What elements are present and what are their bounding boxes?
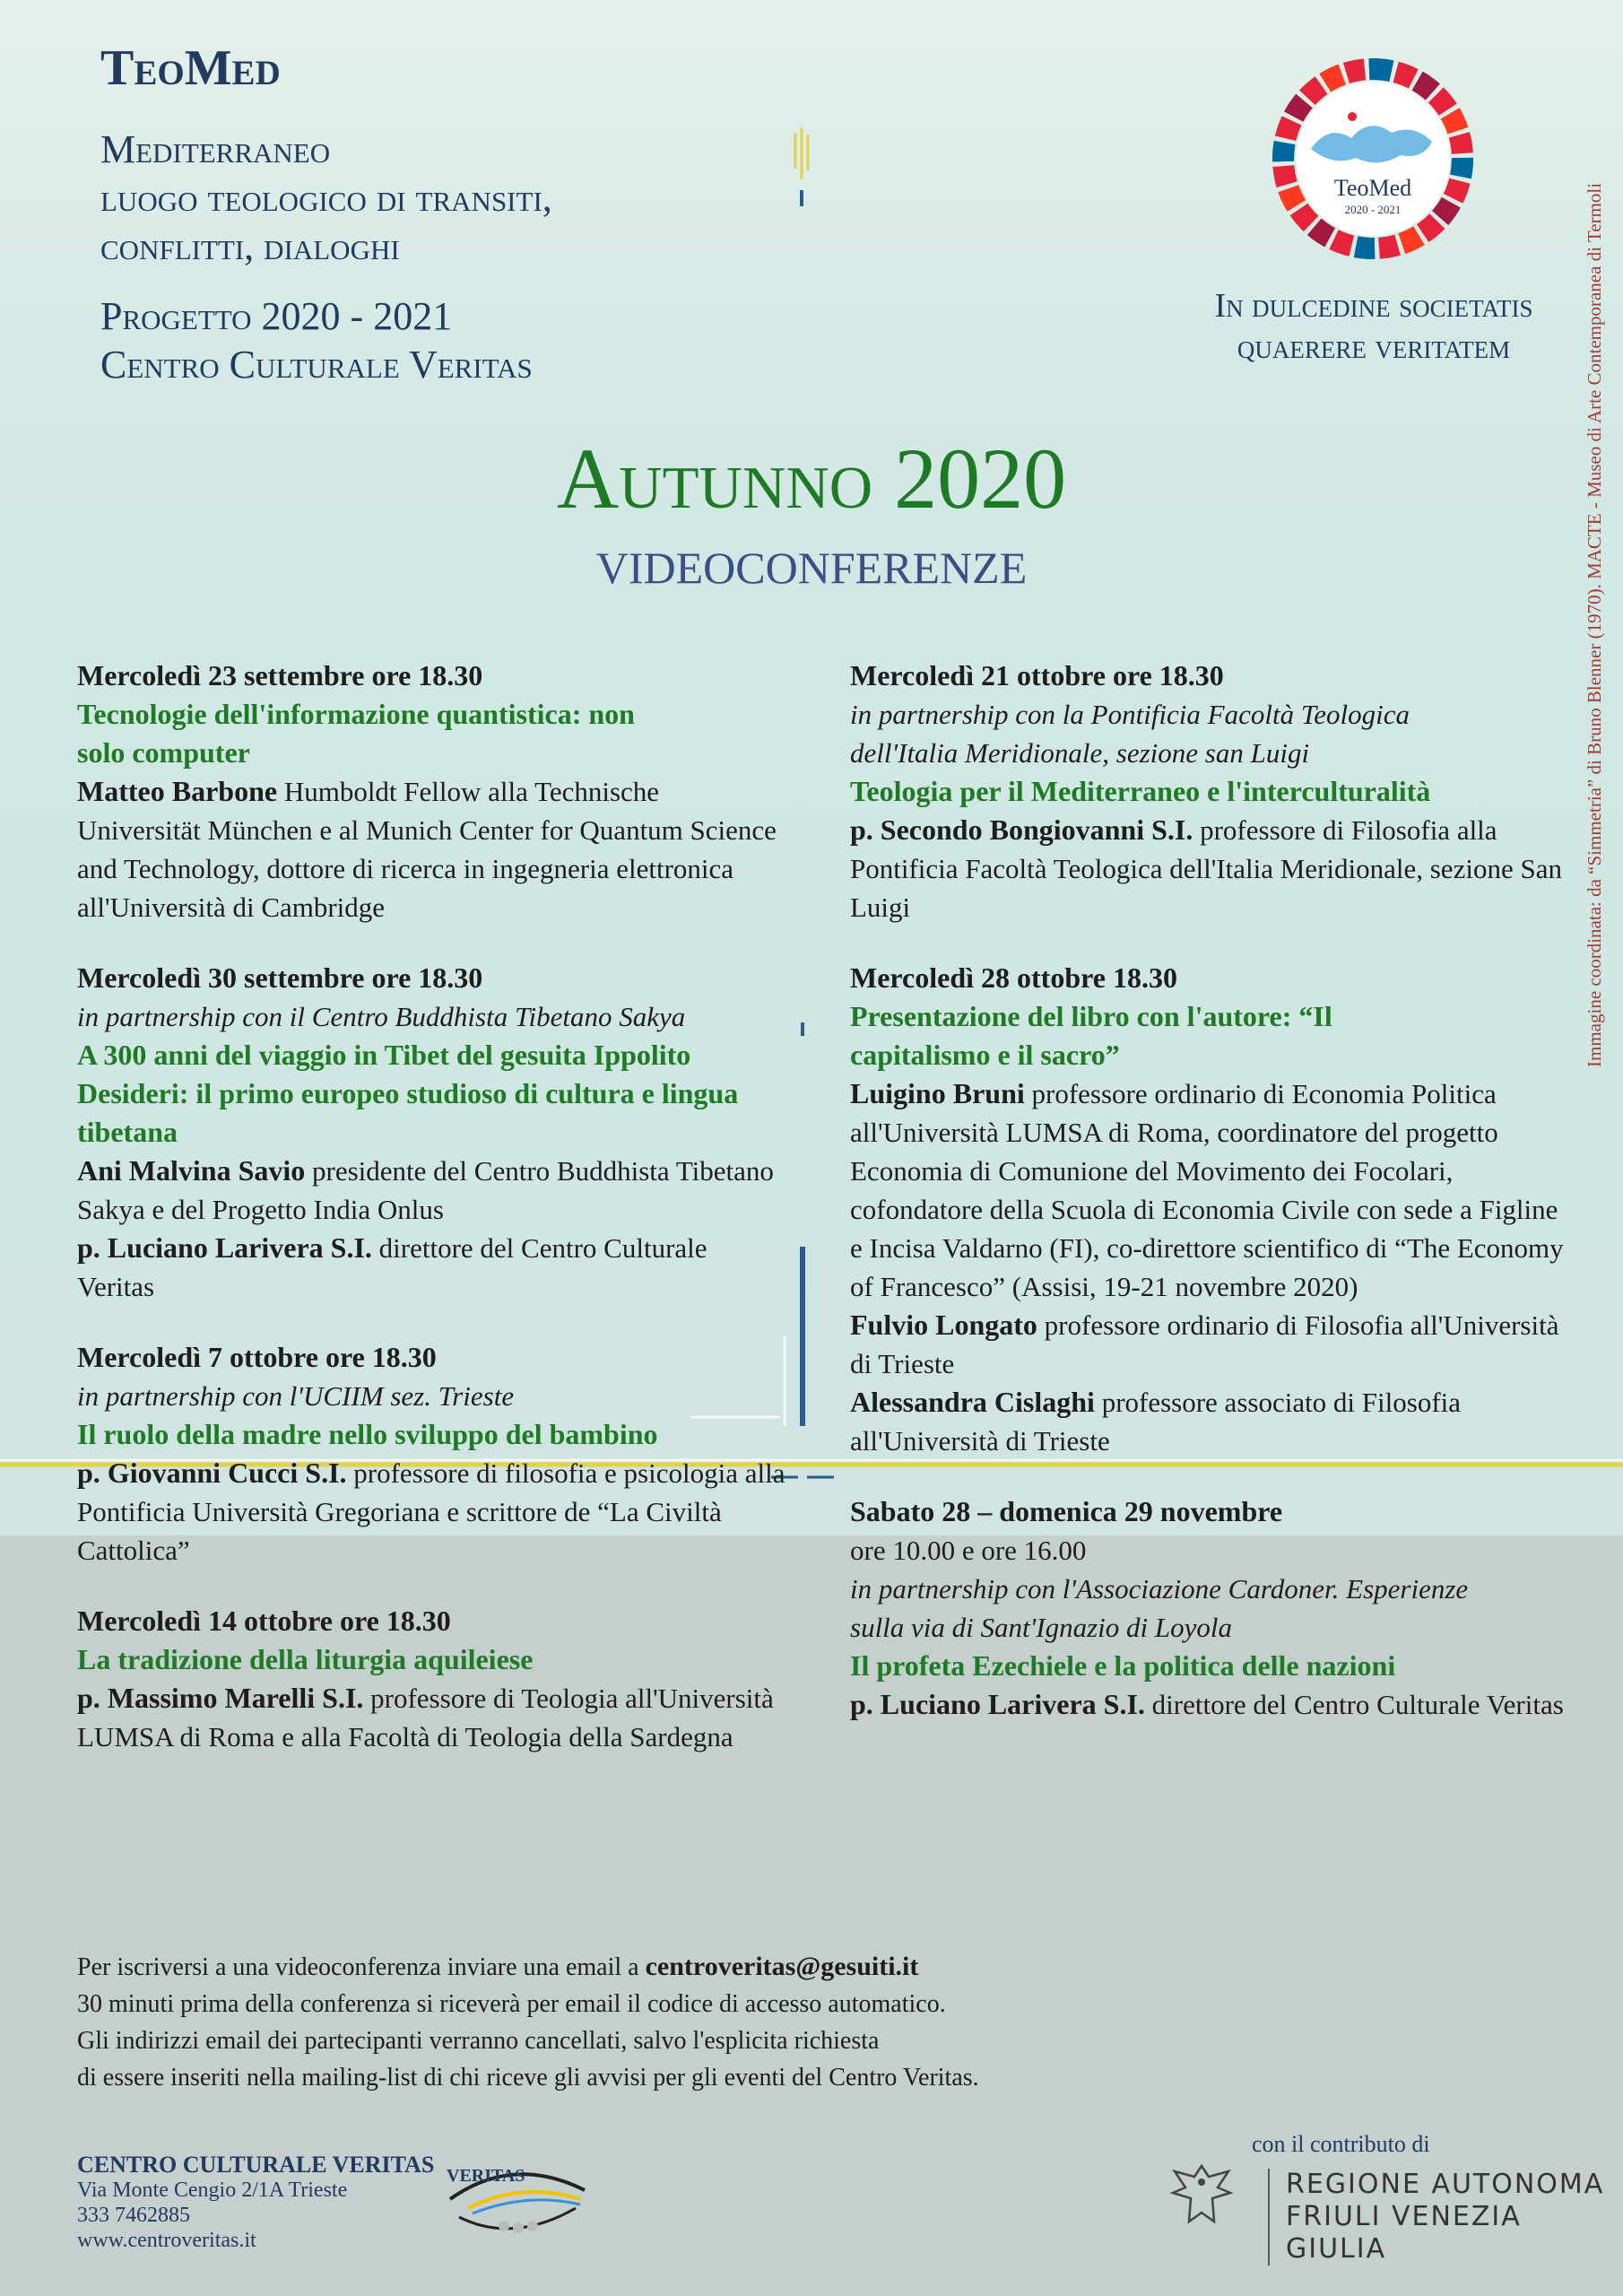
logo-text: TeoMed bbox=[1333, 175, 1412, 201]
veritas-logo bbox=[441, 2145, 595, 2246]
subtitle-line: conflitti, dialoghi bbox=[100, 224, 400, 268]
event bbox=[77, 959, 785, 1306]
speaker-desc: presidente del Centro Buddhista Tibetano Sakya e del Progetto India Onlus bbox=[77, 1155, 774, 1225]
event-speaker bbox=[77, 772, 785, 926]
image-credit: Immagine coordinata: da “Simmetria” di Bruno Blenner (1970). MACTE - Museo di Arte Contemporanea di Termoli bbox=[1584, 182, 1605, 1067]
speaker-name: Matteo Barbone bbox=[77, 775, 278, 807]
event-speaker bbox=[850, 1306, 1567, 1383]
region-line: REGIONE AUTONOMA bbox=[1286, 2169, 1605, 2200]
event bbox=[77, 1338, 785, 1570]
speaker-name: p. Luciano Larivera S.I. bbox=[77, 1231, 372, 1264]
registration-info bbox=[77, 1948, 979, 2096]
logo-years: 2020 - 2021 bbox=[1344, 203, 1402, 216]
speaker-name: p. Luciano Larivera S.I. bbox=[850, 1688, 1145, 1720]
registration-line bbox=[77, 1948, 979, 1986]
event-title: Il ruolo della madre nello sviluppo del bambino bbox=[77, 1418, 658, 1450]
event-date: Mercoledì 21 ottobre ore 18.30 bbox=[850, 659, 1224, 691]
teomed-logo bbox=[1266, 52, 1480, 265]
speaker-desc: direttore del Centro Culturale Veritas bbox=[1144, 1689, 1564, 1720]
event-title: La tradizione della liturgia aquileiese bbox=[77, 1643, 534, 1675]
region-line: FRIULI VENEZIA GIULIA bbox=[1286, 2201, 1522, 2265]
event-speaker bbox=[850, 811, 1567, 926]
project-line: Centro Culturale Veritas bbox=[100, 343, 533, 387]
registration-line: di essere inseriti nella mailing-list di chi riceve gli avvisi per gli eventi del Centro Veritas. bbox=[77, 2064, 979, 2092]
event-partnership: in partnership con la Pontificia Facoltà Teologica dell'Italia Meridionale, sezione san Luigi bbox=[850, 699, 1410, 769]
speaker-name: Fulvio Longato bbox=[850, 1309, 1037, 1341]
event-speaker bbox=[850, 1383, 1567, 1460]
event-title: Presentazione del libro con l'autore: “Il capitalismo e il sacro” bbox=[850, 1000, 1332, 1071]
speaker-desc: professore ordinario di Economia Politica all'Università LUMSA di Roma, coordinatore del progetto Economia di Comunione del Movimento dei Focolari, cofondatore della Scuola di Economia Civile con sede a Figline e Incisa Valdarno (FI), co-direttore scientifico di “The Economy of Francesco” (Assisi, 19-21 novembre 2020) bbox=[850, 1078, 1564, 1302]
subtitle-line: luogo teologico di transiti, bbox=[100, 176, 552, 220]
speaker-desc: Humboldt Fellow alla Technische Universität München e al Munich Center for Quantum Science and Technology, dottore di ricerca in ingegneria elettronica all'Università di Cambridge bbox=[77, 776, 777, 923]
speaker-desc: professore di filosofia e psicologia alla Pontificia Università Gregoriana e scrittore de “La Civiltà Cattolica” bbox=[77, 1457, 785, 1566]
org-address: Via Monte Cengio 2/1A Trieste bbox=[77, 2179, 348, 2202]
event-speaker bbox=[77, 1229, 785, 1306]
speaker-desc: professore ordinario di Filosofia all'Università di Trieste bbox=[850, 1309, 1559, 1379]
event-title: Il profeta Ezechiele e la politica delle nazioni bbox=[850, 1649, 1396, 1682]
registration-text: Per iscriversi a una videoconferenza inviare una email a bbox=[77, 1953, 646, 1981]
event bbox=[850, 657, 1567, 926]
events-left-column bbox=[77, 657, 785, 1788]
speaker-name: Ani Malvina Savio bbox=[77, 1154, 306, 1187]
event-partnership: in partnership con l'UCIIM sez. Trieste bbox=[77, 1380, 515, 1412]
event-title: Teologia per il Mediterraneo e l'interculturalità bbox=[850, 775, 1431, 807]
event-date: Mercoledì 7 ottobre ore 18.30 bbox=[77, 1341, 437, 1373]
eagle-icon bbox=[1166, 2157, 1237, 2231]
project-subtitle bbox=[100, 126, 552, 271]
veritas-logo-text: VERITAS bbox=[447, 2166, 525, 2186]
org-phone: 333 7462885 bbox=[77, 2204, 190, 2227]
event bbox=[77, 1602, 785, 1756]
speaker-desc: professore di Teologia all'Università LUMSA di Roma e alla Facoltà di Teologia della Sardegna bbox=[77, 1683, 774, 1752]
speaker-name: p. Massimo Marelli S.I. bbox=[77, 1682, 364, 1714]
email-link[interactable]: centroveritas@gesuiti.it bbox=[645, 1952, 919, 1981]
org-name: CENTRO CULTURALE VERITAS bbox=[77, 2152, 435, 2178]
speaker-name: p. Secondo Bongiovanni S.I. bbox=[850, 813, 1193, 846]
brand-title: TeoMed bbox=[100, 40, 281, 96]
sponsor-label: con il contributo di bbox=[1252, 2131, 1430, 2157]
event-speaker bbox=[77, 1152, 785, 1229]
event-partnership: in partnership con l'Associazione Cardoner. Esperienze sulla via di Sant'Ignazio di Loyola bbox=[850, 1573, 1469, 1643]
subtitle-line: Mediterraneo bbox=[100, 127, 331, 171]
event bbox=[850, 959, 1567, 1460]
speaker-name: Luigino Bruni bbox=[850, 1077, 1025, 1109]
speaker-desc: professore associato di Filosofia all'Università di Trieste bbox=[850, 1387, 1462, 1457]
motto-line: quaerere veritatem bbox=[1237, 328, 1511, 366]
season-title: Autunno 2020 bbox=[556, 430, 1067, 526]
speaker-desc: direttore del Centro Culturale Veritas bbox=[77, 1232, 707, 1302]
project-info bbox=[100, 292, 533, 389]
event-date: Mercoledì 23 settembre ore 18.30 bbox=[77, 659, 483, 691]
sponsor-region bbox=[1268, 2169, 1623, 2266]
event-speaker bbox=[850, 1074, 1567, 1306]
speaker-name: Alessandra Cislaghi bbox=[850, 1386, 1095, 1418]
event-date: Sabato 28 – domenica 29 novembre bbox=[850, 1495, 1283, 1527]
organization-contact bbox=[77, 2152, 434, 2253]
registration-line: 30 minuti prima della conferenza si riceverà per email il codice di accesso automatico. bbox=[77, 1990, 946, 2018]
registration-line: Gli indirizzi email dei partecipanti verranno cancellati, salvo l'esplicita richiesta bbox=[77, 2027, 880, 2055]
event-speaker bbox=[77, 1679, 785, 1756]
speaker-name: p. Giovanni Cucci S.I. bbox=[77, 1457, 347, 1489]
event-title: Tecnologie dell'informazione quantistica: non solo computer bbox=[77, 698, 635, 769]
motto-line: In dulcedine societatis bbox=[1214, 287, 1533, 325]
event-speaker bbox=[850, 1685, 1567, 1724]
event-date: Mercoledì 14 ottobre ore 18.30 bbox=[77, 1605, 451, 1637]
events-right-column bbox=[850, 657, 1567, 1756]
event-speaker bbox=[77, 1454, 785, 1570]
event bbox=[77, 657, 785, 926]
event-partnership: in partnership con il Centro Buddhista Tibetano Sakya bbox=[77, 1001, 686, 1032]
project-line: Progetto 2020 - 2021 bbox=[100, 294, 453, 338]
motto bbox=[1132, 285, 1616, 368]
format-subtitle: VIDEOCONFERENZE bbox=[595, 543, 1028, 593]
event-date: Mercoledì 28 ottobre 18.30 bbox=[850, 961, 1177, 994]
event bbox=[850, 1492, 1567, 1724]
org-website[interactable]: www.centroveritas.it bbox=[77, 2229, 256, 2252]
event-title: A 300 anni del viaggio in Tibet del gesuita Ippolito Desideri: il primo europeo studioso di cultura e lingua tibetana bbox=[77, 1039, 739, 1148]
event-date: Mercoledì 30 settembre ore 18.30 bbox=[77, 961, 483, 994]
event-time: ore 10.00 e ore 16.00 bbox=[850, 1535, 1087, 1566]
speaker-desc: professore di Filosofia alla Pontificia Facoltà Teologica dell'Italia Meridionale, sezione San Luigi bbox=[850, 814, 1562, 923]
